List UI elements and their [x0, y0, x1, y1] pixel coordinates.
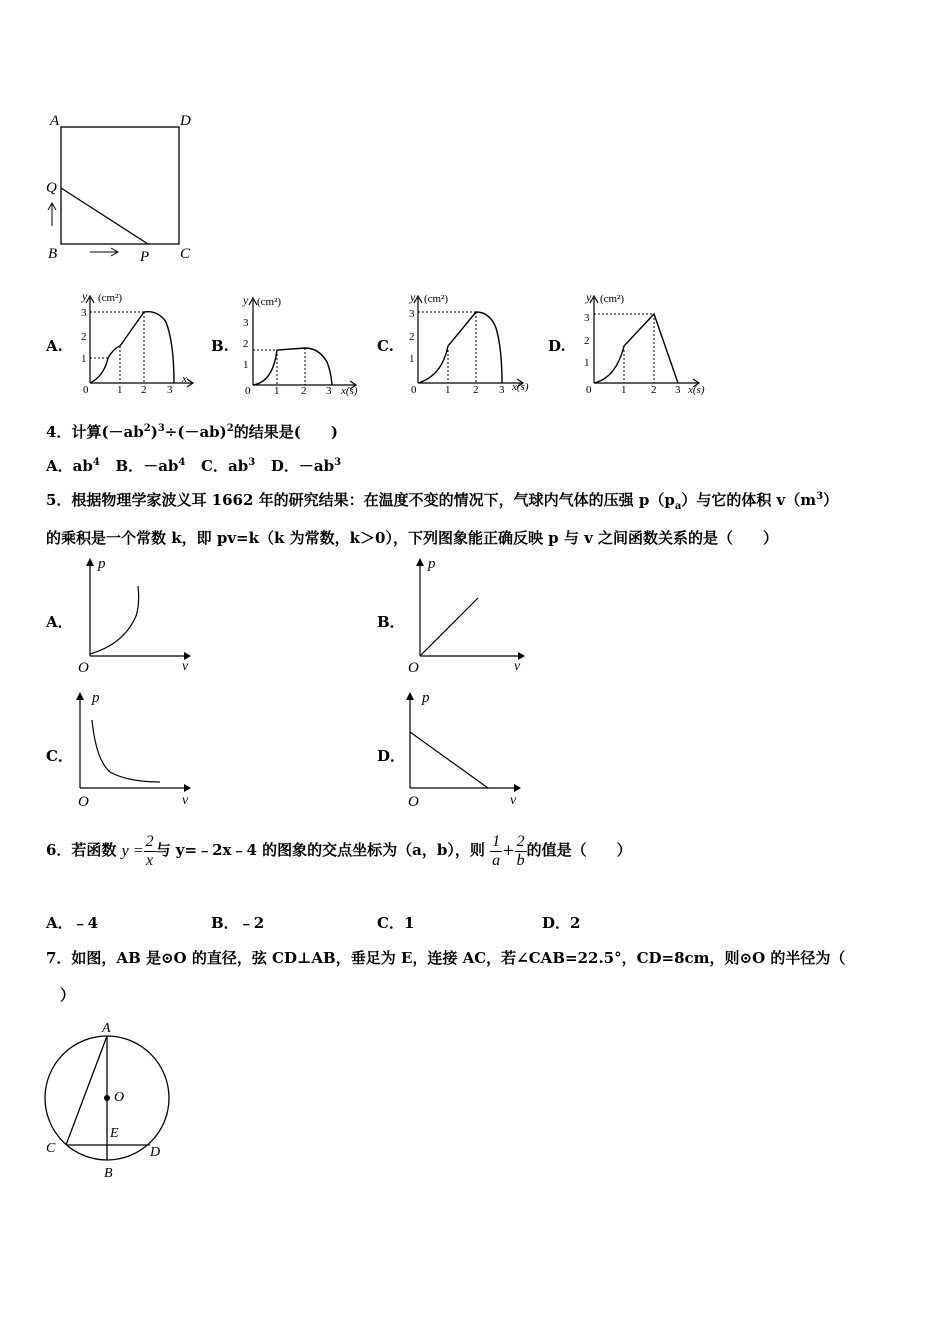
svg-text:1: 1 — [584, 357, 590, 369]
svg-text:O: O — [78, 660, 89, 676]
svg-text:2: 2 — [651, 384, 657, 396]
svg-text:2: 2 — [301, 385, 307, 397]
svg-text:1: 1 — [81, 353, 87, 365]
svg-text:(cm²): (cm²) — [257, 296, 282, 308]
q5-graph-a — [72, 552, 194, 676]
svg-text:y: y — [410, 290, 416, 304]
svg-text:0: 0 — [83, 384, 89, 396]
svg-text:1: 1 — [445, 384, 451, 396]
svg-text:1: 1 — [243, 359, 249, 371]
svg-text:p: p — [428, 556, 436, 572]
q5-graph-b — [402, 552, 528, 676]
segment-ac — [66, 1036, 107, 1145]
svg-text:O: O — [78, 794, 89, 810]
q6-func-frac: $\frac{2}{x}$ — [145, 832, 154, 869]
q5-option-c-letter: C． — [46, 747, 73, 765]
q5-option-d-letter: D． — [377, 747, 406, 765]
svg-text:D: D — [150, 1145, 161, 1160]
svg-text:y: y — [586, 290, 592, 304]
svg-text:v: v — [182, 793, 189, 808]
svg-text:v: v — [510, 793, 517, 808]
svg-text:x(s): x(s) — [341, 385, 358, 397]
svg-text:1: 1 — [409, 353, 415, 365]
svg-text:1: 1 — [621, 384, 627, 396]
svg-text:E: E — [110, 1126, 119, 1141]
q7-stem-line1: 7．如图，AB 是⊙O 的直径，弦 CD⊥AB，垂足为 E，连接 AC，若∠CAB=22.5°，CD=8cm，则⊙O 的半径为（ — [46, 949, 846, 967]
svg-text:3: 3 — [675, 384, 681, 396]
label-q: Q — [46, 180, 57, 196]
q6-option-a: A．﹣4 — [46, 914, 99, 932]
svg-text:(cm²): (cm²) — [98, 292, 123, 304]
svg-text:2: 2 — [409, 331, 415, 343]
q3-graph-a — [78, 288, 198, 396]
svg-text:O: O — [408, 794, 419, 810]
q7-stem-line2: ） — [60, 986, 76, 1004]
svg-text:A: A — [102, 1021, 111, 1036]
svg-text:p: p — [98, 556, 106, 572]
q3-option-a-letter: A. — [46, 337, 63, 355]
label-p: P — [140, 249, 150, 265]
svg-text:x(s): x(s) — [688, 384, 705, 396]
svg-text:C: C — [46, 1141, 56, 1156]
q4-option-c: C．$ab^3$ — [201, 457, 256, 475]
q5-option-a-letter: A． — [46, 613, 73, 631]
svg-text:2: 2 — [81, 331, 87, 343]
svg-text:0: 0 — [245, 385, 251, 397]
q5-option-b-letter: B． — [377, 613, 405, 631]
label-a: A — [50, 113, 60, 129]
q6-option-c: C．1 — [377, 914, 415, 932]
q3-graph-d — [578, 288, 718, 398]
center-dot — [104, 1095, 110, 1101]
q6-expr-frac-2: $\frac{2}{b}$ — [516, 832, 525, 869]
svg-text:B: B — [104, 1166, 113, 1181]
svg-text:x(s): x(s) — [512, 381, 529, 393]
svg-text:1: 1 — [274, 385, 280, 397]
square-figure — [40, 108, 210, 268]
q6-option-b: B．﹣2 — [211, 914, 265, 932]
svg-text:0: 0 — [586, 384, 592, 396]
svg-text:3: 3 — [584, 312, 590, 324]
svg-text:3: 3 — [167, 384, 173, 396]
svg-text:2: 2 — [243, 338, 249, 350]
q4-option-d: D．$-ab^3$ — [270, 457, 342, 475]
svg-text:0: 0 — [411, 384, 417, 396]
svg-text:y: y — [82, 289, 88, 303]
svg-text:v: v — [182, 659, 189, 674]
q5-graph-c — [72, 686, 194, 810]
svg-text:O: O — [408, 660, 419, 676]
q4-option-a: A．$ab^4$ — [46, 457, 100, 475]
svg-text:p: p — [422, 690, 430, 706]
label-c: C — [180, 246, 191, 262]
q7-circle-figure — [38, 1015, 178, 1185]
svg-text:2: 2 — [473, 384, 479, 396]
label-b: B — [48, 246, 58, 262]
q6-option-d: D．2 — [542, 914, 581, 932]
segment-qp — [61, 188, 148, 244]
svg-text:3: 3 — [81, 307, 87, 319]
q3-option-d-letter: D. — [548, 337, 566, 355]
q3-option-b-letter: B. — [211, 337, 229, 355]
svg-text:x: x — [182, 373, 187, 385]
svg-text:3: 3 — [499, 384, 505, 396]
svg-text:3: 3 — [243, 317, 249, 329]
q6-stem: 6．若函数 y = $\frac{2}{x}$ 与 y=﹣2x﹣4 的图象的交点坐标为（a，b），则 $\frac{1}{a}$ + $\frac{2}{b}$ 的值是（ ） — [46, 832, 632, 869]
q4-option-b: B．$-ab^4$ — [115, 457, 186, 475]
svg-text:v: v — [514, 659, 521, 674]
svg-text:1: 1 — [117, 384, 123, 396]
svg-text:3: 3 — [326, 385, 332, 397]
svg-text:(cm²): (cm²) — [600, 293, 625, 305]
q3-option-c-letter: C. — [377, 337, 394, 355]
q3-graph-b — [237, 290, 367, 398]
q5-stem-line2: 的乘积是一个常数 k，即 pv=k（k 为常数，k＞0），下列图象能正确反映 p 与 v 之间函数关系的是（ ） — [46, 529, 779, 547]
q5-stem-line1: 5．根据物理学家波义耳 1662 年的研究结果：在温度不变的情况下，气球内气体的压强 $p(p_a)$与它的体积 $v(m^3)$ — [46, 491, 839, 512]
q4-stem: 4．计算$(-ab^2)^3\div(-ab)^2$的结果是( ) — [46, 423, 338, 441]
svg-text:(cm²): (cm²) — [424, 293, 449, 305]
q3-graph-c — [404, 288, 539, 396]
svg-text:2: 2 — [584, 335, 590, 347]
svg-text:3: 3 — [409, 308, 415, 320]
q6-expr-frac-1: $\frac{1}{a}$ — [492, 832, 501, 869]
label-d: D — [180, 113, 191, 129]
svg-text:2: 2 — [141, 384, 147, 396]
q6-func: y = — [121, 842, 144, 860]
svg-text:y: y — [243, 293, 249, 307]
svg-text:O: O — [114, 1090, 125, 1105]
svg-text:p: p — [92, 690, 100, 706]
q4-options — [46, 455, 341, 476]
q5-graph-d — [402, 686, 528, 810]
